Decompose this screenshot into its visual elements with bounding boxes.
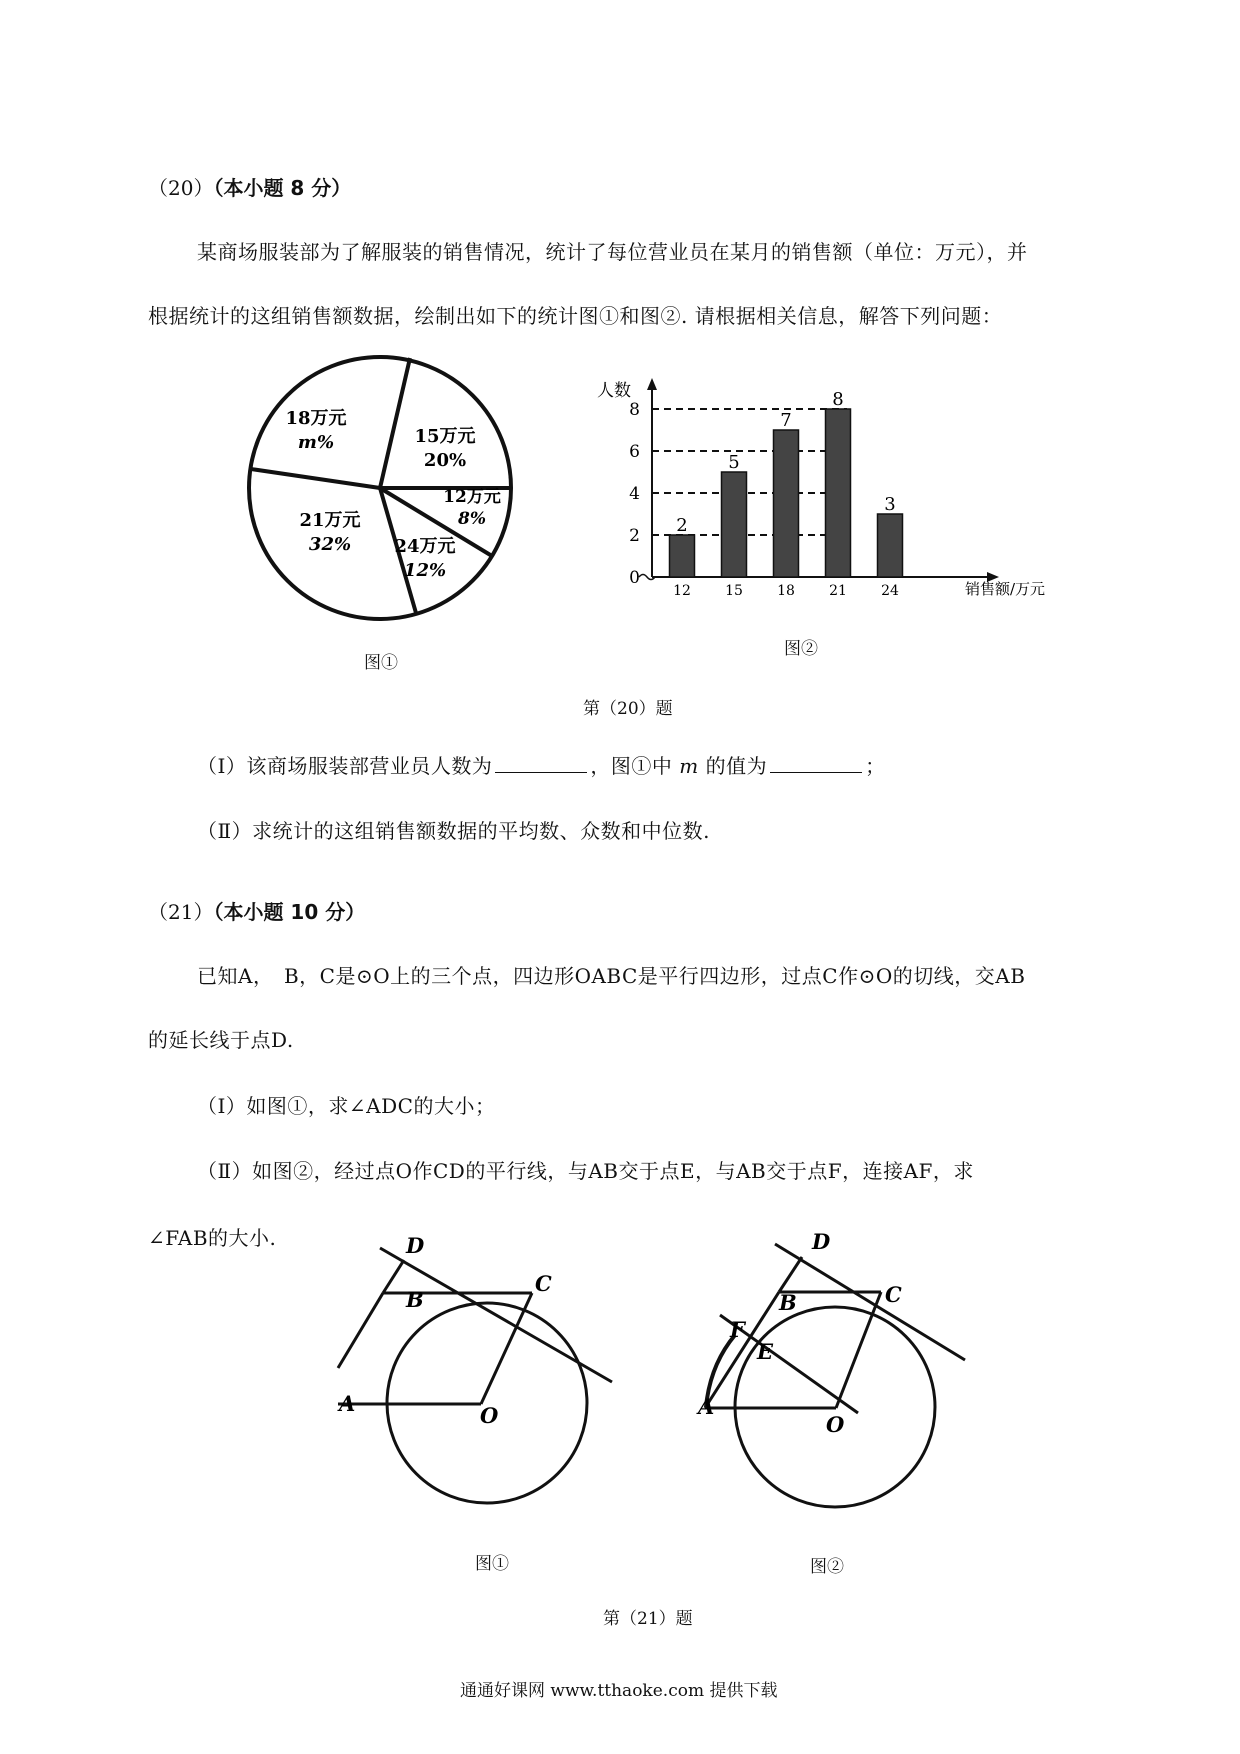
q21-line2: 的延长线于点D.	[148, 1028, 294, 1052]
q20-number: （20）	[148, 176, 214, 200]
label-O: O	[480, 1403, 499, 1428]
label-D: D	[812, 1229, 831, 1254]
bar-caption: 图②	[784, 639, 818, 659]
q21-header	[148, 896, 365, 925]
label-C: C	[885, 1282, 902, 1307]
q20-part1-text-d: ；	[865, 754, 886, 778]
y-tick-label-6: 6	[629, 442, 640, 462]
geometry-figure-1	[340, 1235, 630, 1545]
pie-label-24: 24万元	[394, 536, 456, 557]
label-A: A	[339, 1391, 356, 1416]
bar-12	[670, 535, 695, 577]
geometry-fig1-caption: 图①	[475, 1554, 509, 1574]
bar-value-label-21: 8	[832, 389, 844, 410]
pie-label-12: 12万元	[443, 487, 501, 507]
pie-pct-12: 8%	[458, 509, 486, 529]
q21-figure-caption: 第（21）题	[603, 1609, 693, 1629]
line-BD	[383, 1260, 404, 1293]
pie-pct-15: 20%	[423, 450, 467, 471]
bar-value-label-24: 3	[884, 494, 896, 515]
x-tick-label-24: 24	[881, 583, 899, 599]
q20-figure-caption: 第（20）题	[583, 699, 673, 719]
x-tick-label-12: 12	[673, 583, 691, 599]
bar-18	[774, 430, 799, 577]
pie-divider-1	[380, 358, 410, 488]
label-E: E	[757, 1339, 774, 1364]
q20-part1-text-b: ，图①中	[590, 754, 673, 778]
pie-divider-5	[251, 469, 380, 488]
q20-score: （本小题 8 分）	[213, 176, 352, 200]
bar-value-label-15: 5	[728, 452, 740, 473]
answer-blank-count[interactable]	[495, 771, 587, 773]
q21-part1: （Ⅰ）如图①，求∠ADC的大小；	[197, 1094, 496, 1118]
geometry-fig2-caption: 图②	[810, 1557, 844, 1577]
q21-line1: 已知A， B，C是⊙O上的三个点，四边形OABC是平行四边形，过点C作⊙O的切线，交AB	[197, 964, 1026, 988]
pie-pct-18: m%	[297, 432, 335, 453]
y-tick-label-0: 0	[629, 568, 640, 588]
line-DC-tangent	[775, 1244, 965, 1360]
y-axis-title: 人数	[597, 381, 631, 401]
label-O: O	[826, 1412, 845, 1437]
bar-15	[722, 472, 747, 577]
label-F: F	[730, 1317, 745, 1342]
x-axis-title: 销售额/万元	[965, 580, 1046, 598]
q20-part1-text-a: （Ⅰ）该商场服装部营业员人数为	[197, 754, 493, 778]
answer-blank-m[interactable]	[770, 771, 862, 773]
q20-part1-var: m	[679, 754, 699, 778]
x-tick-label-15: 15	[725, 583, 743, 599]
bar-chart	[585, 372, 1075, 612]
y-tick-label-8: 8	[629, 400, 640, 420]
pie-chart	[240, 360, 520, 620]
q20-intro-line1: 某商场服装部为了解服装的销售情况，统计了每位营业员在某月的销售额（单位：万元），并	[197, 240, 1028, 264]
label-B: B	[779, 1290, 797, 1315]
bar-value-label-18: 7	[780, 410, 792, 431]
pie-label-21: 21万元	[299, 510, 361, 531]
bar-21	[826, 409, 851, 577]
pie-pct-24: 12%	[403, 560, 447, 581]
y-axis-arrow	[647, 378, 657, 390]
y-tick-label-4: 4	[629, 484, 640, 504]
label-A: A	[698, 1394, 715, 1419]
y-tick-label-2: 2	[629, 526, 640, 546]
pie-caption: 图①	[364, 653, 398, 673]
pie-label-15: 15万元	[414, 426, 476, 447]
q21-part2: （Ⅱ）如图②，经过点O作CD的平行线，与AB交于点E，与AB交于点F，连接AF，求	[197, 1159, 974, 1183]
bar-value-label-12: 2	[676, 515, 688, 536]
q20-intro-line2: 根据统计的这组销售额数据，绘制出如下的统计图①和图②. 请根据相关信息，解答下列问题：	[148, 304, 1003, 328]
q20-part1	[197, 750, 886, 779]
bar-24	[878, 514, 903, 577]
line-BD	[779, 1257, 802, 1292]
label-B: B	[406, 1287, 424, 1312]
x-tick-label-21: 21	[829, 583, 847, 599]
pie-pct-21: 32%	[308, 534, 352, 555]
geometry-figure-2	[698, 1229, 980, 1550]
q21-number: （21）	[148, 900, 214, 924]
q20-part1-text-c: 的值为	[705, 754, 768, 778]
x-tick-label-18: 18	[777, 583, 795, 599]
line-DC-tangent	[380, 1248, 612, 1382]
q20-header	[148, 172, 351, 201]
pie-label-18: 18万元	[285, 408, 347, 429]
page-footer: 通通好课网 www.tthaoke.com 提供下载	[460, 1681, 778, 1701]
line-AB	[338, 1293, 383, 1368]
label-D: D	[406, 1233, 425, 1258]
q21-score: （本小题 10 分）	[213, 900, 366, 924]
label-C: C	[535, 1271, 552, 1296]
q20-part2: （Ⅱ）求统计的这组销售额数据的平均数、众数和中位数.	[197, 819, 710, 843]
q21-part2-cont: ∠FAB的大小.	[148, 1226, 277, 1250]
